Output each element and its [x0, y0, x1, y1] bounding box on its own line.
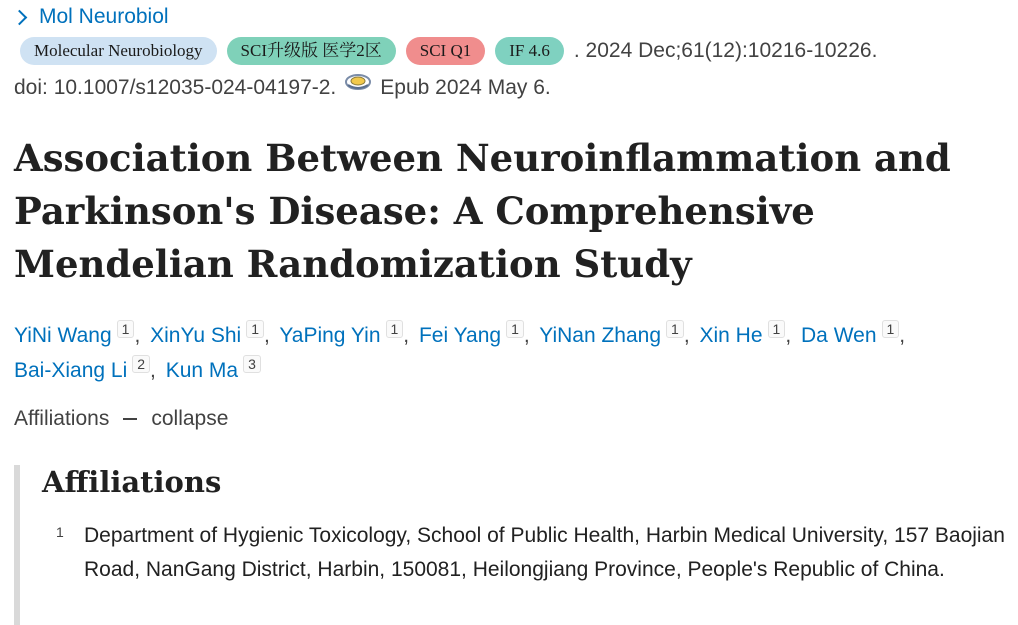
author-separator: , [403, 324, 410, 347]
author-separator: , [785, 324, 792, 347]
affiliation-marker[interactable]: 1 [882, 320, 900, 338]
journal-link[interactable] [14, 5, 169, 29]
author-link[interactable]: Da Wen [801, 324, 877, 347]
author-link[interactable]: YiNi Wang [14, 324, 112, 347]
journal-full-badge[interactable]: Molecular Neurobiology [20, 37, 217, 65]
author-link[interactable]: YiNan Zhang [539, 324, 662, 347]
author-link[interactable]: Kun Ma [165, 359, 239, 382]
affiliation-marker[interactable]: 1 [506, 320, 524, 338]
author-separator: , [523, 324, 530, 347]
epub-date: Epub 2024 May 6. [380, 76, 551, 99]
affiliations-toggle-label: Affiliations [14, 407, 110, 430]
affiliation-number: 1 [56, 524, 64, 540]
epub-icon [344, 71, 372, 93]
affiliation-marker[interactable]: 1 [386, 320, 404, 338]
author-link[interactable]: YaPing Yin [279, 324, 381, 347]
affiliations-collapse-link[interactable]: collapse [151, 407, 229, 430]
doi-text[interactable]: doi: 10.1007/s12035-024-04197-2. [14, 76, 337, 99]
author-separator: , [683, 324, 690, 347]
affiliation-marker[interactable]: 1 [768, 320, 786, 338]
affiliation-marker[interactable]: 1 [117, 320, 135, 338]
author-link[interactable]: Bai-Xiang Li [14, 359, 128, 382]
affiliation-item [56, 519, 1016, 587]
author-list [14, 318, 1009, 388]
article-title: Association Between Neuroinflammation and Parkinson's Disease: A Comprehensive Mendelian Randomization Study [14, 136, 951, 286]
affiliation-text: Department of Hygienic Toxicology, School of Public Health, Harbin Medical University, 157 Baojian Road, NanGang District, Harbin, 150081, Heilongjiang Province, People's Republic of China. [84, 524, 1005, 581]
author-link[interactable]: Fei Yang [418, 324, 502, 347]
affiliation-marker[interactable]: 1 [246, 320, 264, 338]
author-link[interactable]: Xin He [699, 324, 763, 347]
author-separator: , [264, 324, 270, 347]
minus-icon [123, 418, 137, 420]
affiliation-marker[interactable]: 1 [666, 320, 684, 338]
citation-line [14, 37, 1009, 65]
sci-q1-badge[interactable]: SCI Q1 [406, 37, 485, 65]
doi-line [14, 76, 551, 100]
author-separator: , [150, 359, 156, 382]
sci-upgrade-badge[interactable]: SCI升级版 医学2区 [227, 37, 396, 65]
impact-factor-badge[interactable]: IF 4.6 [495, 37, 564, 65]
author-separator: , [134, 324, 141, 347]
chevron-right-icon [12, 10, 28, 26]
affiliation-marker[interactable]: 2 [132, 355, 150, 373]
author-separator: , [899, 324, 906, 347]
affiliation-marker[interactable]: 3 [243, 355, 261, 373]
volume-issue-pages: . 2024 Dec;61(12):10216-10226. [573, 39, 878, 62]
affiliations-toggle[interactable] [14, 407, 228, 431]
journal-abbrev[interactable]: Mol Neurobiol [39, 5, 169, 28]
author-link[interactable]: XinYu Shi [150, 324, 242, 347]
affiliations-heading: Affiliations [42, 465, 222, 499]
affiliations-panel [14, 465, 1018, 625]
